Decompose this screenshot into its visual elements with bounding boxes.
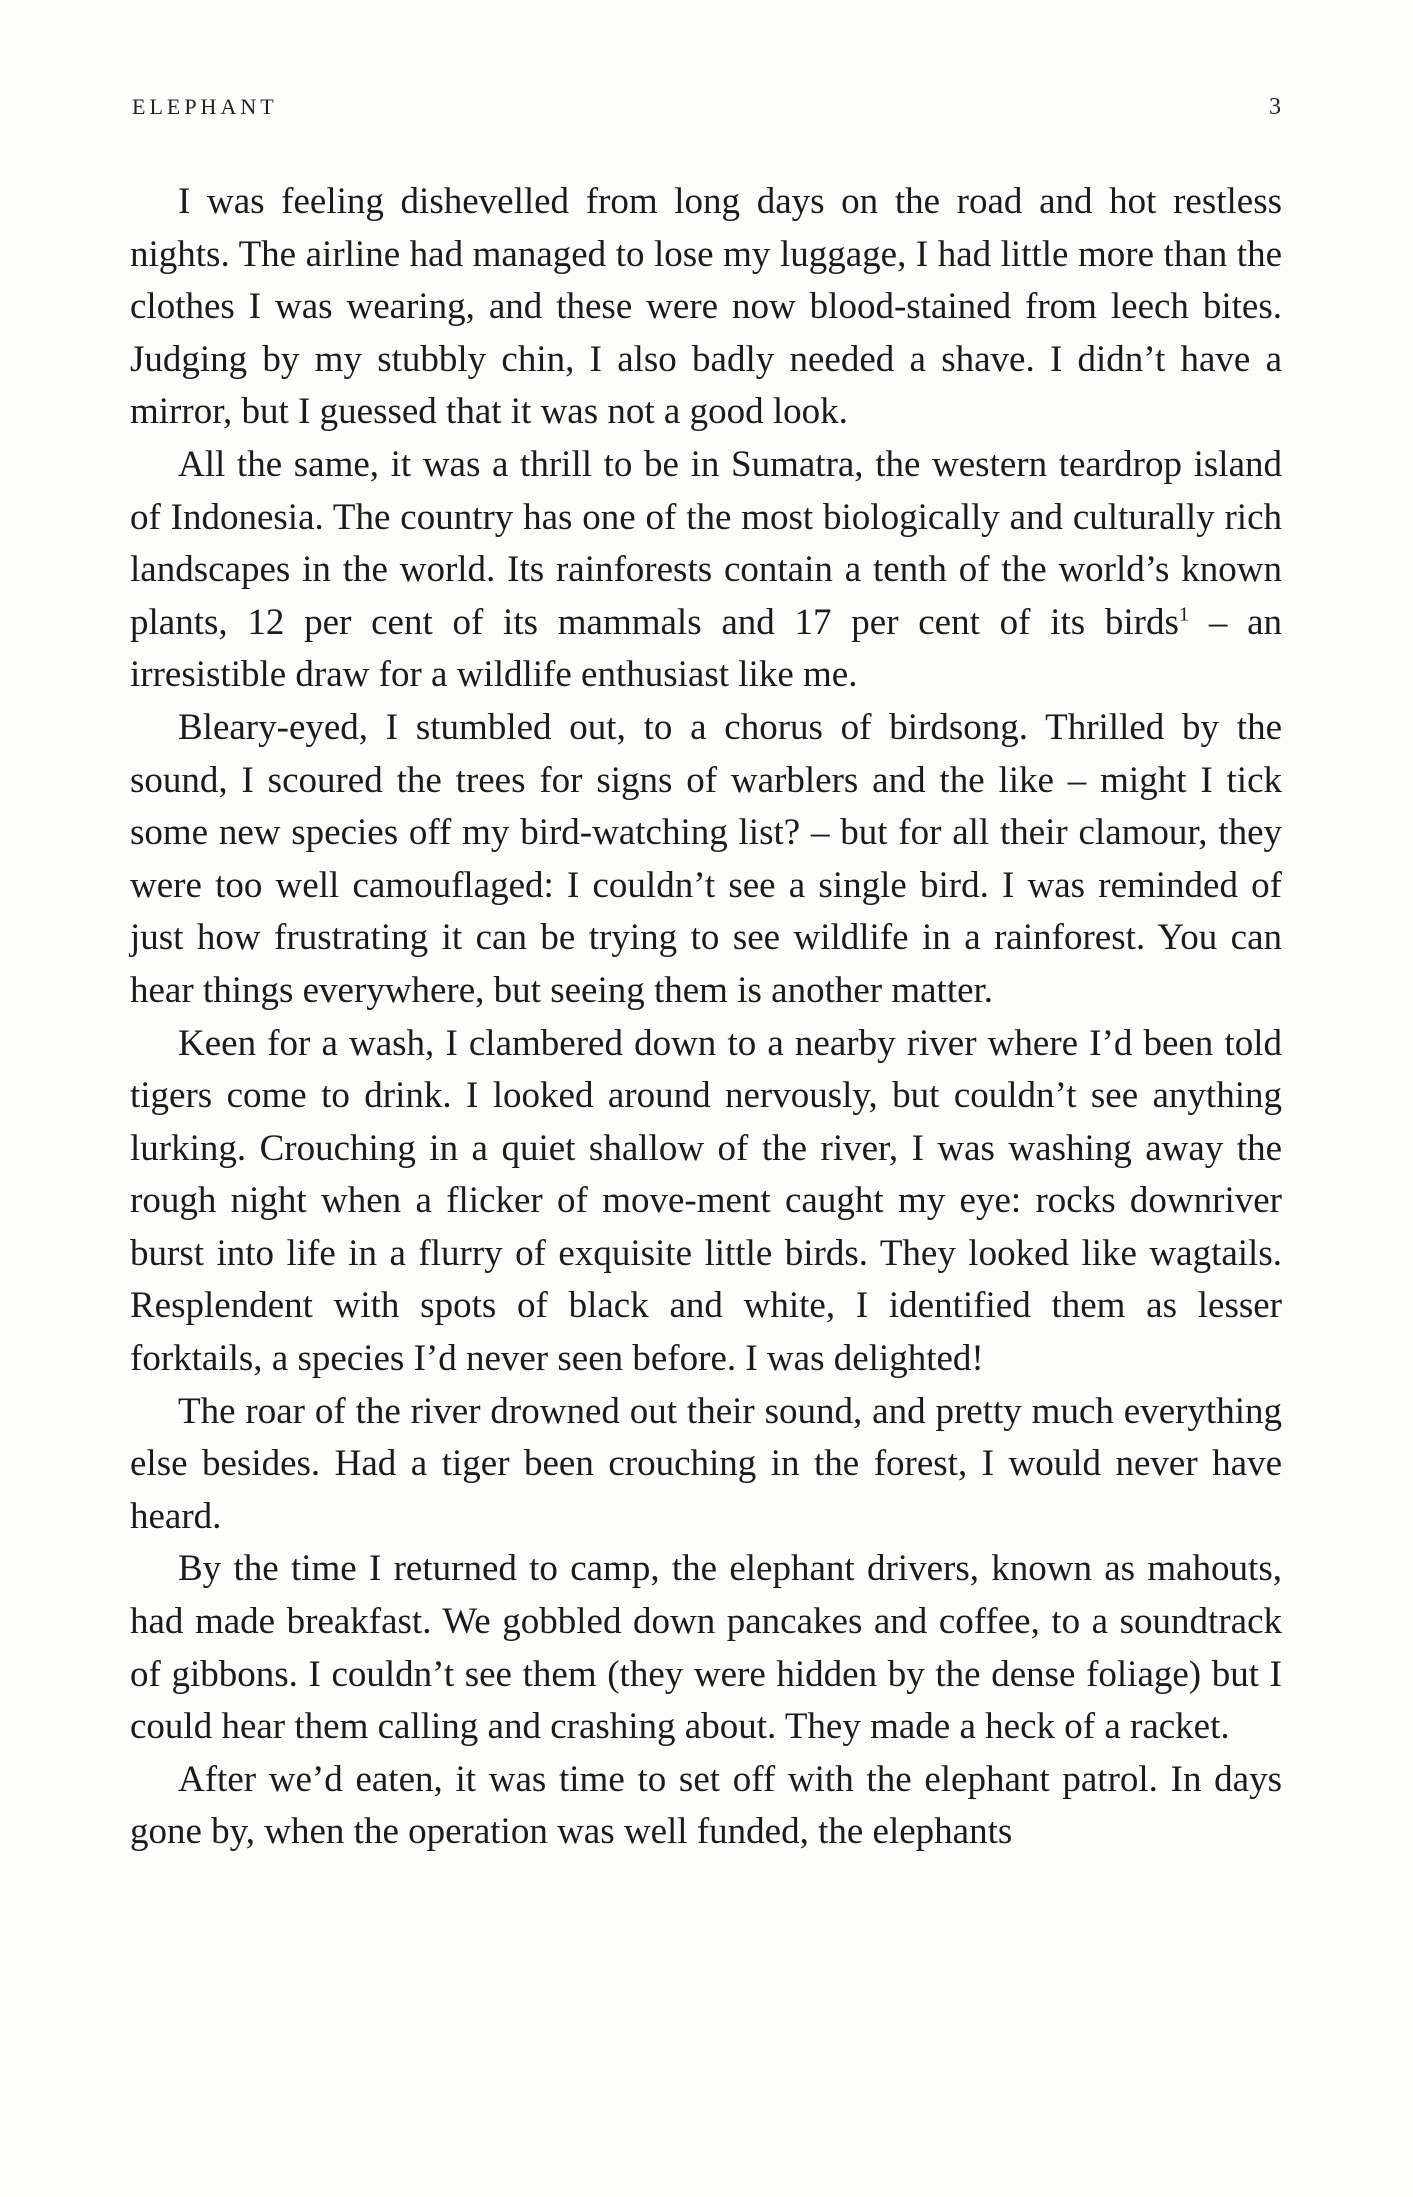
paragraph-2-text: All the same, it was a thrill to be in Sumatra, the western teardrop island of Indonesia. The country has one of the most biologically and culturally rich landscapes in the world. Its rainforests contain a tenth of the world’s known plants, 12 per cent of its mammals and 17 per cent of its birds (130, 443, 1282, 643)
paragraph-5: The roar of the river drowned out their sound, and pretty much everything else besides. Had a tiger been crouching in the forest, I would never have heard. (130, 1390, 1282, 1537)
running-head (132, 94, 1281, 126)
running-head-title: ELEPHANT (132, 94, 278, 119)
paragraph-4: Keen for a wash, I clambered down to a nearby river where I’d been told tigers come to drink. I looked around nervously, but couldn’t see anything lurking. Crouching in a quiet shallow of the river, I was washing away the rough night when a flicker of move-ment caught my eye: rocks downriver burst into life in a flurry of exquisite little birds. They looked like wagtails. Resplendent with spots of black and white, I identified them as lesser forktails, a species I’d never seen before. I was delighted! (130, 1022, 1282, 1380)
paragraph-7: After we’d eaten, it was time to set off with the elephant patrol. In days gone by, when the operation was well funded, the elephants (130, 1758, 1282, 1853)
paragraph-6: By the time I returned to camp, the elephant drivers, known as mahouts, had made breakfast. We gobbled down pancakes and coffee, to a soundtrack of gibbons. I couldn’t see them (they were hidden by the dense foliage) but I could hear them calling and crashing about. They made a heck of a racket. (130, 1548, 1282, 1748)
paragraph-3: Bleary-eyed, I stumbled out, to a chorus of birdsong. Thrilled by the sound, I scoured the trees for signs of warblers and the like – might I tick some new species off my bird-watching list? – but for all their clamour, they were too well camouflaged: I couldn’t see a single bird. I was reminded of just how frustrating it can be trying to see wildlife in a rainforest. You can hear things everywhere, but seeing them is another matter. (130, 706, 1282, 1011)
paragraph-1: I was feeling dishevelled from long days on the road and hot restless nights. The airline had managed to lose my luggage, I had little more than the clothes I was wearing, and these were now blood-stained from leech bites. Judging by my stubbly chin, I also badly needed a shave. I didn’t have a mirror, but I guessed that it was not a good look. (130, 181, 1282, 433)
page-number: 3 (1269, 94, 1281, 120)
footnote-reference[interactable]: 1 (1178, 603, 1190, 626)
body-text (130, 176, 1282, 1859)
paragraph-2 (130, 439, 1282, 702)
paragraph-2-tail: – an irresistible draw for a wildlife enthusiast like me. (130, 601, 1282, 696)
